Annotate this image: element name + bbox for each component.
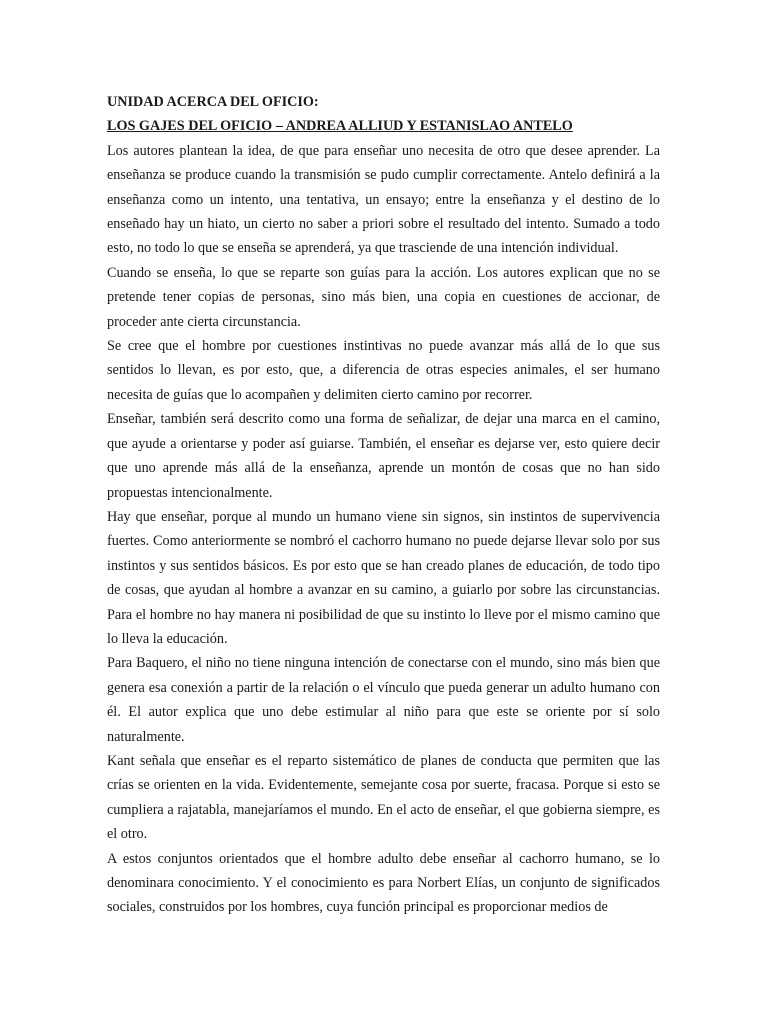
document-heading: UNIDAD ACERCA DEL OFICIO: — [107, 94, 319, 110]
document-page — [107, 90, 660, 920]
paragraph: Hay que enseñar, porque al mundo un humano viene sin signos, sin instintos de supervivencia fuertes. Como anteriormente se nombró el cachorro humano no puede dejarse llevar solo por sus instintos y sus sentidos básicos. Es por esto que se han creado planes de educación, de todo tipo de cosas, que ayudan al hombre a avanzar en su camino, a guiarlo por sobre las circunstancias. Para el hombre no hay manera ni posibilidad de que su instinto lo lleve por el mismo camino que lo lleva la educación. — [107, 508, 660, 647]
paragraph: A estos conjuntos orientados que el hombre adulto debe enseñar al cachorro humano, se lo denominara conocimiento. Y el conocimiento es para Norbert Elías, un conjunto de significados sociales, construidos por los hombres, cuya función principal es proporcionar medios de — [107, 850, 660, 916]
paragraph: Se cree que el hombre por cuestiones instintivas no puede avanzar más allá de lo que sus sentidos lo llevan, es por esto, que, a diferencia de otras especies animales, el ser humano necesita de guías que lo acompañen y delimiten cierto camino por recorrer. — [107, 338, 660, 403]
paragraph: Cuando se enseña, lo que se reparte son guías para la acción. Los autores explican que no se pretende tener copias de personas, sino más bien, una copia en cuestiones de accionar, de proceder ante cierta circunstancia. — [107, 264, 660, 330]
document-subheading: LOS GAJES DEL OFICIO – ANDREA ALLIUD Y ESTANISLAO ANTELO — [107, 118, 573, 135]
paragraph: Kant señala que enseñar es el reparto sistemático de planes de conducta que permiten que las crías se orienten en la vida. Evidentemente, semejante cosa por suerte, fracasa. Porque si esto se cumpliera a rajatabla, manejaríamos el mundo. En el acto de enseñar, el que gobierna siempre, es el otro. — [107, 752, 660, 843]
paragraph: Enseñar, también será descrito como una forma de señalizar, de dejar una marca en el camino, que ayude a orientarse y poder así guiarse. También, el enseñar es dejarse ver, esto quiere decir que uno aprende más allá de la enseñanza, aprende un montón de cosas que no han sido propuestas intencionalmente. — [107, 411, 660, 501]
paragraph: Los autores plantean la idea, de que para enseñar uno necesita de otro que desee aprender. La enseñanza se produce cuando la transmisión se pudo cumplir correctamente. Antelo definirá a la enseñanza como un intento, una tentativa, un ensayo; entre la enseñanza y el destino de lo enseñado hay un hiato, un cierto no saber a priori sobre el resultado del intento. Sumado a todo esto, no todo lo que se enseña se aprenderá, ya que trasciende de una intención individual. — [107, 142, 660, 257]
paragraph: Para Baquero, el niño no tiene ninguna intención de conectarse con el mundo, sino más bien que genera esa conexión a partir de la relación o el vínculo que pueda generar un adulto humano con él. El autor explica que uno debe estimular al niño para que este se oriente por sí solo naturalmente. — [107, 655, 660, 745]
